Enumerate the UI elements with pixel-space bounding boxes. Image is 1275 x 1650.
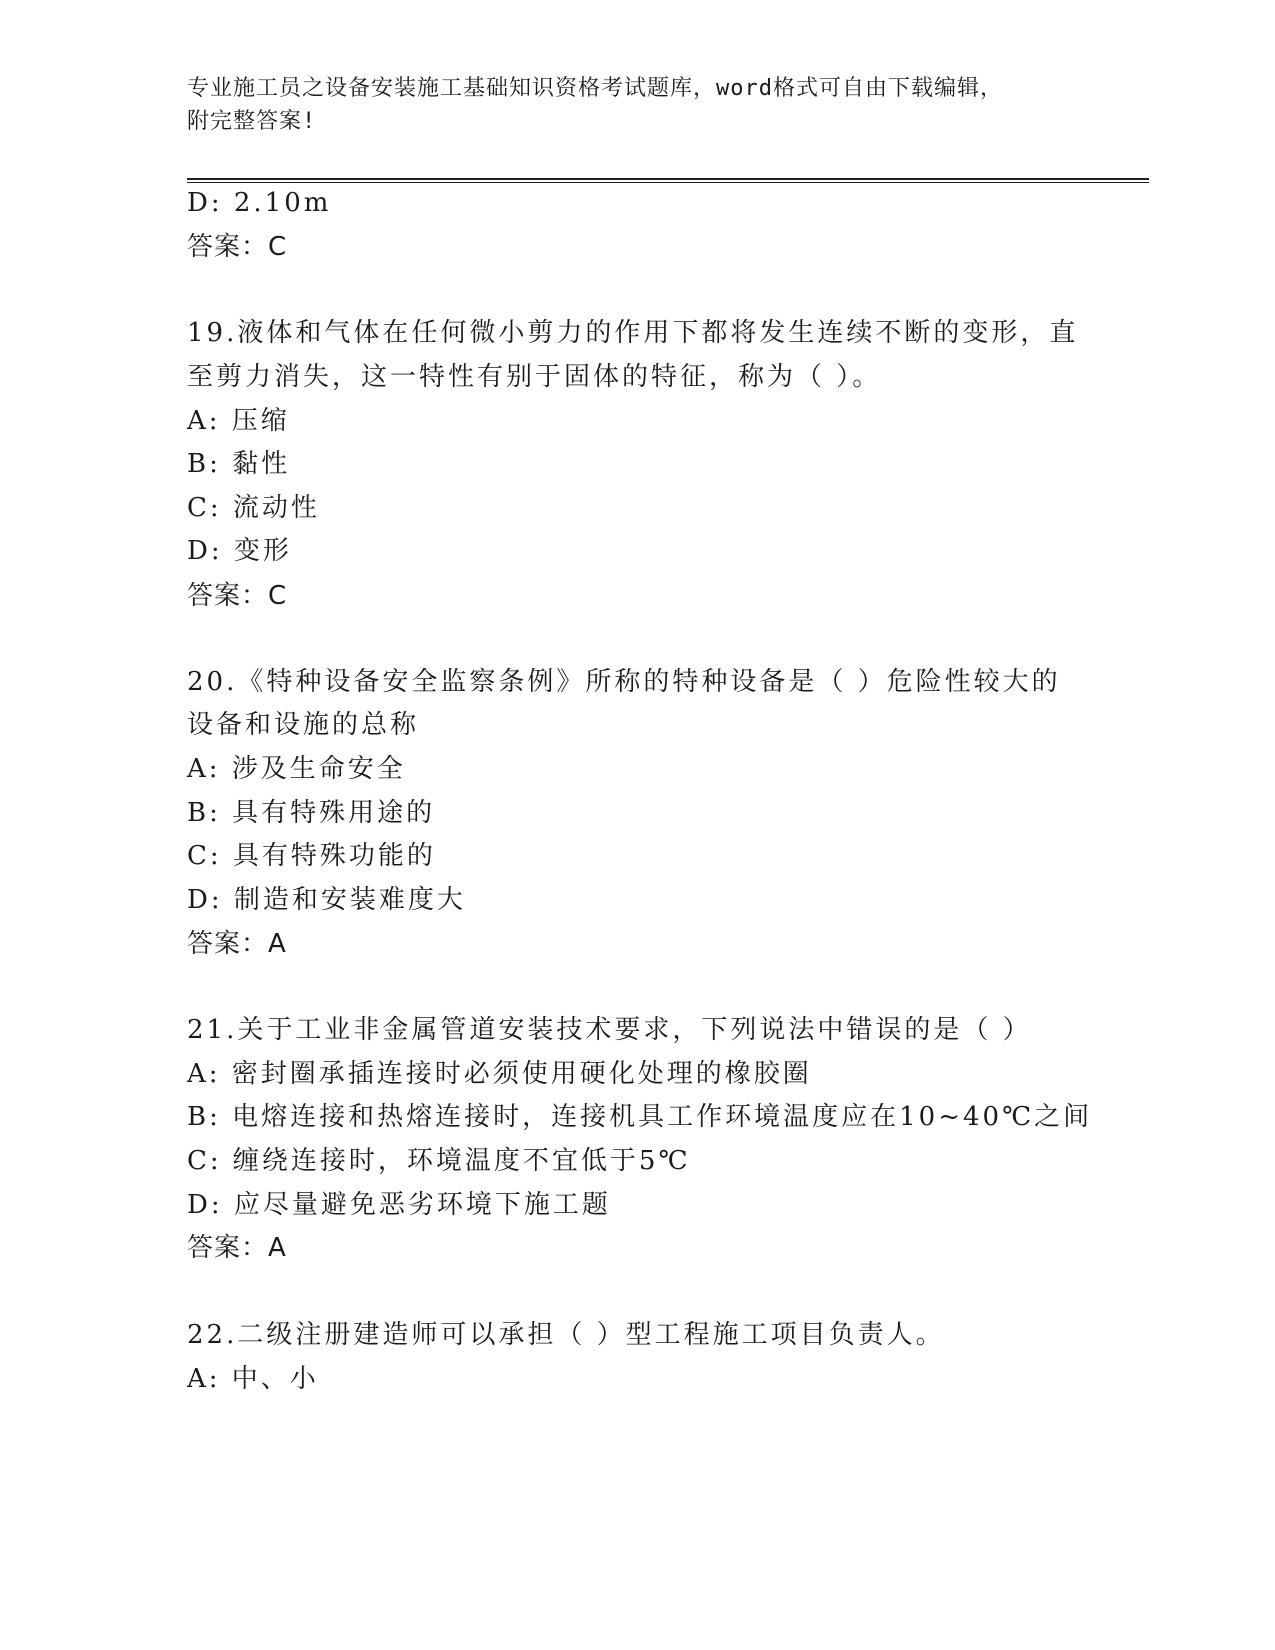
prev-answer: 答案：C — [187, 232, 288, 262]
q21-option-d: D: 应尽量避免恶劣环境下施工题 — [187, 1190, 611, 1220]
q19-option-d: D: 变形 — [187, 536, 292, 566]
q19-option-a: A: 压缩 — [187, 406, 290, 436]
q19-answer: 答案：C — [187, 581, 288, 611]
header-rule-thick — [187, 178, 1149, 180]
q22-stem-line-1: 22.二级注册建造师可以承担（ ）型工程施工项目负责人。 — [187, 1320, 945, 1350]
q21-stem-line-1: 21.关于工业非金属管道安装技术要求，下列说法中错误的是（ ） — [187, 1015, 1032, 1045]
q20-option-b: B: 具有特殊用途的 — [187, 798, 436, 828]
q21-answer: 答案：A — [187, 1233, 287, 1263]
header-line-1: 专业施工员之设备安装施工基础知识资格考试题库，word格式可自由下载编辑， — [187, 76, 1003, 101]
q20-option-d: D: 制造和安装难度大 — [187, 885, 466, 915]
q22-option-a: A: 中、小 — [187, 1364, 319, 1394]
q20-answer: 答案：A — [187, 929, 287, 959]
q19-stem-line-2: 至剪力消失，这一特性有别于固体的特征，称为（ ）。 — [187, 362, 882, 392]
q21-option-a: A: 密封圈承插连接时必须使用硬化处理的橡胶圈 — [187, 1059, 812, 1089]
q19-option-c: C: 流动性 — [187, 493, 320, 523]
q19-stem-line-1: 19.液体和气体在任何微小剪力的作用下都将发生连续不断的变形，直 — [187, 318, 1079, 348]
q19-option-b: B: 黏性 — [187, 449, 291, 479]
q21-option-b: B: 电熔连接和热熔连接时，连接机具工作环境温度应在10~40℃之间 — [187, 1102, 1093, 1132]
document-header — [187, 72, 1147, 138]
q20-stem-line-2: 设备和设施的总称 — [187, 710, 420, 740]
q20-option-c: C: 具有特殊功能的 — [187, 841, 436, 871]
q21-option-c: C: 缠绕连接时，环境温度不宜低于5℃ — [187, 1146, 691, 1176]
q20-option-a: A: 涉及生命安全 — [187, 754, 406, 784]
header-rule-thin — [187, 182, 1149, 183]
q20-stem-line-1: 20.《特种设备安全监察条例》所称的特种设备是（ ）危险性较大的 — [187, 667, 1061, 697]
prev-option-d: D: 2.10m — [187, 188, 332, 218]
header-line-2: 附完整答案! — [187, 109, 317, 134]
